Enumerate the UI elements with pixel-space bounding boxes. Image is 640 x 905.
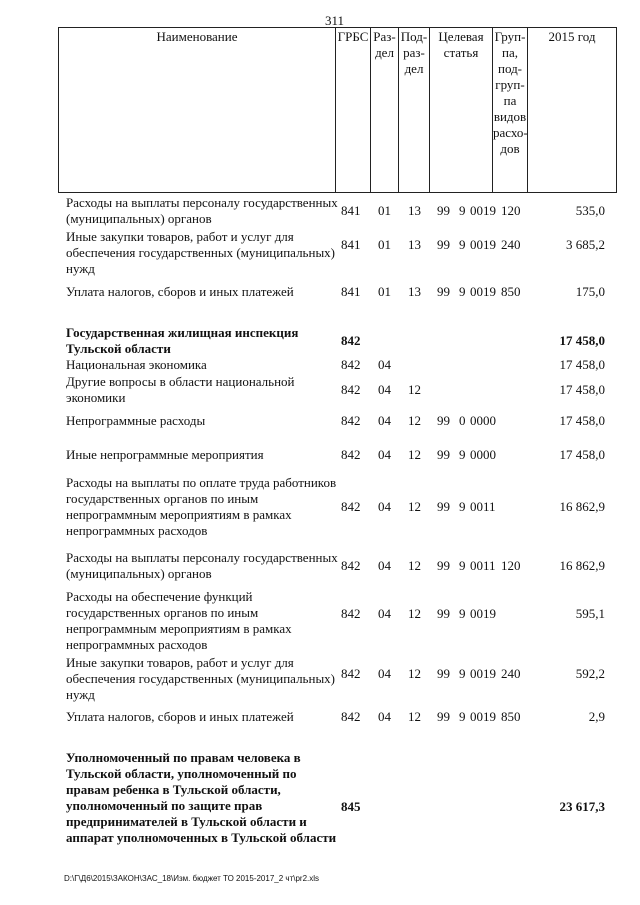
- row-target-item: 0019: [470, 203, 496, 218]
- row-target-program: 99: [437, 666, 450, 681]
- row-name: Иные закупки товаров, работ и услуг для обеспечения государственных (муниципальных) нужд: [66, 655, 336, 702]
- row-sum-2015: 175,0: [575, 284, 605, 299]
- row-name: Уплата налогов, сборов и иных платежей: [66, 709, 294, 724]
- row-target-item: 0000: [470, 413, 496, 428]
- row-name: Другие вопросы в области национальной экономики: [66, 374, 295, 405]
- row-grbs: 842: [341, 447, 361, 462]
- header-podrazdel: Под- раз- дел: [398, 27, 429, 193]
- row-grbs: 841: [341, 237, 361, 252]
- row-target-item: 0019: [470, 284, 496, 299]
- row-expense-group: 240: [501, 237, 521, 252]
- row-sum-2015: 23 617,3: [559, 799, 605, 814]
- row-razdel: 04: [378, 709, 391, 724]
- row-grbs: 842: [341, 357, 361, 372]
- row-razdel: 04: [378, 666, 391, 681]
- row-target-subprogram: 9: [459, 499, 466, 514]
- row-podrazdel: 12: [408, 606, 421, 621]
- row-name: Расходы на выплаты по оплате труда работников государственных органов по иным непрограммным мероприятиям в рамках непрограммных расходов: [66, 475, 337, 538]
- row-target-program: 99: [437, 558, 450, 573]
- row-sum-2015: 2,9: [588, 709, 605, 724]
- row-podrazdel: 12: [408, 382, 421, 397]
- row-grbs: 841: [341, 284, 361, 299]
- header-year: 2015 год: [527, 27, 617, 193]
- row-target-program: 99: [437, 499, 450, 514]
- row-name: Уплата налогов, сборов и иных платежей: [66, 284, 294, 299]
- row-target-program: 99: [437, 606, 450, 621]
- row-podrazdel: 13: [408, 203, 421, 218]
- row-target-subprogram: 9: [459, 447, 466, 462]
- row-sum-2015: 16 862,9: [559, 558, 605, 573]
- row-target-item: 0019: [470, 606, 496, 621]
- row-sum-2015: 595,1: [575, 606, 605, 621]
- row-target-program: 99: [437, 237, 450, 252]
- row-grbs: 842: [341, 709, 361, 724]
- row-sum-2015: 3 685,2: [566, 237, 605, 252]
- row-target-subprogram: 0: [459, 413, 466, 428]
- row-podrazdel: 13: [408, 237, 421, 252]
- row-target-item: 0019: [470, 709, 496, 724]
- row-razdel: 04: [378, 499, 391, 514]
- row-target-program: 99: [437, 447, 450, 462]
- row-target-item: 0011: [470, 499, 496, 514]
- row-sum-2015: 16 862,9: [559, 499, 605, 514]
- row-target-item: 0019: [470, 666, 496, 681]
- row-target-subprogram: 9: [459, 284, 466, 299]
- row-razdel: 01: [378, 284, 391, 299]
- row-grbs: 842: [341, 558, 361, 573]
- row-expense-group: 120: [501, 558, 521, 573]
- row-razdel: 01: [378, 203, 391, 218]
- row-podrazdel: 12: [408, 558, 421, 573]
- row-name: Непрограммные расходы: [66, 413, 206, 428]
- row-target-subprogram: 9: [459, 666, 466, 681]
- row-razdel: 04: [378, 606, 391, 621]
- row-grbs: 842: [341, 382, 361, 397]
- row-expense-group: 120: [501, 203, 521, 218]
- row-podrazdel: 12: [408, 666, 421, 681]
- row-target-program: 99: [437, 203, 450, 218]
- header-name: Наименование: [58, 27, 335, 193]
- row-target-program: 99: [437, 284, 450, 299]
- row-target-subprogram: 9: [459, 606, 466, 621]
- row-sum-2015: 17 458,0: [559, 357, 605, 372]
- row-name: Иные непрограммные мероприятия: [66, 447, 264, 462]
- row-sum-2015: 17 458,0: [559, 333, 605, 348]
- row-target-item: 0000: [470, 447, 496, 462]
- row-target-program: 99: [437, 709, 450, 724]
- header-razdel: Раз- дел: [370, 27, 398, 193]
- row-razdel: 04: [378, 558, 391, 573]
- row-expense-group: 240: [501, 666, 521, 681]
- row-target-subprogram: 9: [459, 558, 466, 573]
- row-grbs: 842: [341, 666, 361, 681]
- row-grbs: 845: [341, 799, 361, 814]
- row-target-subprogram: 9: [459, 203, 466, 218]
- row-name: Расходы на выплаты персоналу государственных (муниципальных) органов: [66, 195, 338, 226]
- row-podrazdel: 12: [408, 709, 421, 724]
- row-target-program: 99: [437, 413, 450, 428]
- row-razdel: 04: [378, 382, 391, 397]
- header-grbs: ГРБС: [335, 27, 370, 193]
- row-razdel: 04: [378, 447, 391, 462]
- row-name: Государственная жилищная инспекция Тульской области: [66, 325, 299, 356]
- row-sum-2015: 592,2: [575, 666, 605, 681]
- row-name: Национальная экономика: [66, 357, 207, 372]
- row-razdel: 04: [378, 413, 391, 428]
- row-target-subprogram: 9: [459, 237, 466, 252]
- row-sum-2015: 535,0: [575, 203, 605, 218]
- page-number: 311: [325, 13, 345, 28]
- table-header: [58, 27, 617, 193]
- row-podrazdel: 12: [408, 413, 421, 428]
- row-sum-2015: 17 458,0: [559, 382, 605, 397]
- row-sum-2015: 17 458,0: [559, 447, 605, 462]
- row-grbs: 842: [341, 413, 361, 428]
- row-razdel: 04: [378, 357, 391, 372]
- row-name: Уполномоченный по правам человека в Тульской области, уполномоченный по правам ребенка в Тульской области, уполномоченный по защите прав предпринимателей в Тульской области и аппарат уполномоченных в Тульской области: [66, 750, 337, 845]
- row-name: Расходы на обеспечение функций государственных органов по иным непрограммным мероприятиям в рамках непрограммных расходов: [66, 589, 292, 652]
- row-grbs: 842: [341, 333, 361, 348]
- row-name: Расходы на выплаты персоналу государственных (муниципальных) органов: [66, 550, 338, 581]
- row-expense-group: 850: [501, 284, 521, 299]
- row-name: Иные закупки товаров, работ и услуг для обеспечения государственных (муниципальных) нужд: [66, 229, 336, 276]
- row-podrazdel: 12: [408, 499, 421, 514]
- header-target-article: Целевая статья: [429, 27, 492, 193]
- row-grbs: 842: [341, 499, 361, 514]
- file-path-footer: D:\Г\Д6\2015\ЗАКОН\ЗАС_18\Изм. бюджет ТО 2015-2017_2 чт\pr2.xls: [64, 874, 320, 883]
- row-grbs: 842: [341, 606, 361, 621]
- row-razdel: 01: [378, 237, 391, 252]
- row-podrazdel: 12: [408, 447, 421, 462]
- row-target-item: 0011: [470, 558, 496, 573]
- row-podrazdel: 13: [408, 284, 421, 299]
- row-grbs: 841: [341, 203, 361, 218]
- row-sum-2015: 17 458,0: [559, 413, 605, 428]
- row-target-subprogram: 9: [459, 709, 466, 724]
- header-expense-group: Груп- па, под- груп- па видов расхо- дов: [492, 27, 527, 193]
- row-expense-group: 850: [501, 709, 521, 724]
- row-target-item: 0019: [470, 237, 496, 252]
